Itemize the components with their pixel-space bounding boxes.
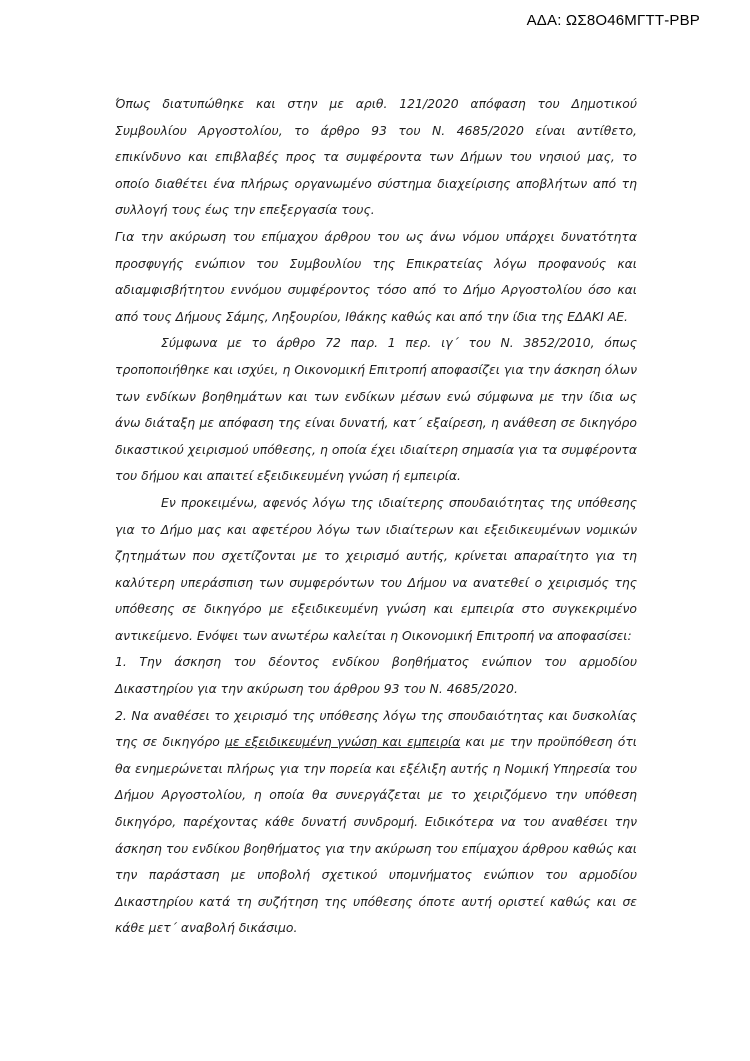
decision-item-2-text-end: και με την προϋπόθεση ότι θα ενημερώνεται πλήρως για την πορεία και εξέλιξη αυτής η Νομική Υπηρεσία του Δήμου Αργοστολίου, η οποία θα συνεργάζεται με το χειριζόμενο την υπόθεση δικηγόρο, παρέχοντας κάθε δυνατή συνδρομή. Ειδικότερα να του αναθέσει την άσκηση του ενδίκου βοηθήματος για την ακύρωση του επίμαχου άρθρου καθώς και την παράσταση με υποβολή σχετικού υπομνήματος ενώπιον του αρμοδίου Δικαστηρίου κατά τη συζήτηση της υπόθεσης όποτε αυτή οριστεί καθώς και σε κάθε μετ΄ αναβολή δικάσιμο. bbox=[115, 734, 637, 936]
decision-item-2-underlined-text: με εξειδικευμένη γνώση και εμπειρία bbox=[224, 734, 461, 750]
paragraph-decision-reference: Όπως διατυπώθηκε και στην με αριθ. 121/2020 απόφαση του Δημοτικού Συμβουλίου Αργοστολίου, το άρθρο 93 του Ν. 4685/2020 είναι αντίθετο, επικίνδυνο και επιβλαβές προς τα συμφέροντα των Δήμων του νησιού μας, το οποίο διαθέτει ένα πλήρως οργανωμένο σύστημα διαχείρισης αποβλήτων από τη συλλογή τους έως την επεξεργασία τους. bbox=[115, 96, 637, 218]
paragraph-legal-basis: Σύμφωνα με το άρθρο 72 παρ. 1 περ. ιγ΄ του Ν. 3852/2010, όπως τροποποιήθηκε και ισχύει, η Οικονομική Επιτροπή αποφασίζει για την άσκηση όλων των ενδίκων βοηθημάτων και των ενδίκων μέσων ενώ σύμφωνα με την ίδια ως άνω διάταξη με απόφαση της είναι δυνατή, κατ΄ εξαίρεση, η ανάθεση σε δικηγόρο δικαστικού χειρισμού υπόθεσης, η οποία έχει ιδιαίτερη σημασία για τα συμφέροντα του δήμου και απαιτεί εξειδικευμένη γνώση ή εμπειρία. bbox=[115, 335, 637, 484]
paragraph-decision-item-2 bbox=[115, 703, 637, 942]
ada-code: ΑΔΑ: ΩΣ8Ο46ΜΓΤΤ-ΡΒΡ bbox=[526, 12, 700, 29]
paragraph-decision-item-1: 1. Την άσκηση του δέοντος ενδίκου βοηθήματος ενώπιον του αρμοδίου Δικαστηρίου για την ακύρωση του άρθρου 93 του Ν. 4685/2020. bbox=[115, 654, 637, 697]
document-body bbox=[115, 91, 637, 942]
decision-item-2-text-start: 2. Να αναθέσει το χειρισμό της υπόθεσης λόγω της σπουδαιότητας και δυσκολίας της σε δικηγόρο bbox=[115, 707, 637, 750]
paragraph-justification: Εν προκειμένω, αφενός λόγω της ιδιαίτερης σπουδαιότητας της υπόθεσης για το Δήμο μας και αφετέρου λόγω των ιδιαίτερων και εξειδικευμένων νομικών ζητημάτων που σχετίζονται με το χειρισμό αυτής, κρίνεται απαραίτητο για τη καλύτερη υπεράσπιση των συμφερόντων του Δήμου να ανατεθεί ο χειρισμός της υπόθεσης σε δικηγόρο με εξειδικευμένη γνώση και εμπειρία στο συγκεκριμένο αντικείμενο. Ενόψει των ανωτέρω καλείται η Οικονομική Επιτροπή να αποφασίσει: bbox=[115, 494, 637, 643]
paragraph-annulment-possibility: Για την ακύρωση του επίμαχου άρθρου του ως άνω νόμου υπάρχει δυνατότητα προσφυγής ενώπιον του Συμβουλίου της Επικρατείας λόγω προφανούς και αδιαμφισβήτητου εννόμου συμφέροντος τόσο από το Δήμο Αργοστολίου όσο και από τους Δήμους Σάμης, Ληξουρίου, Ιθάκης καθώς και από την ίδια της ΕΔΑΚΙ ΑΕ. bbox=[115, 228, 637, 324]
